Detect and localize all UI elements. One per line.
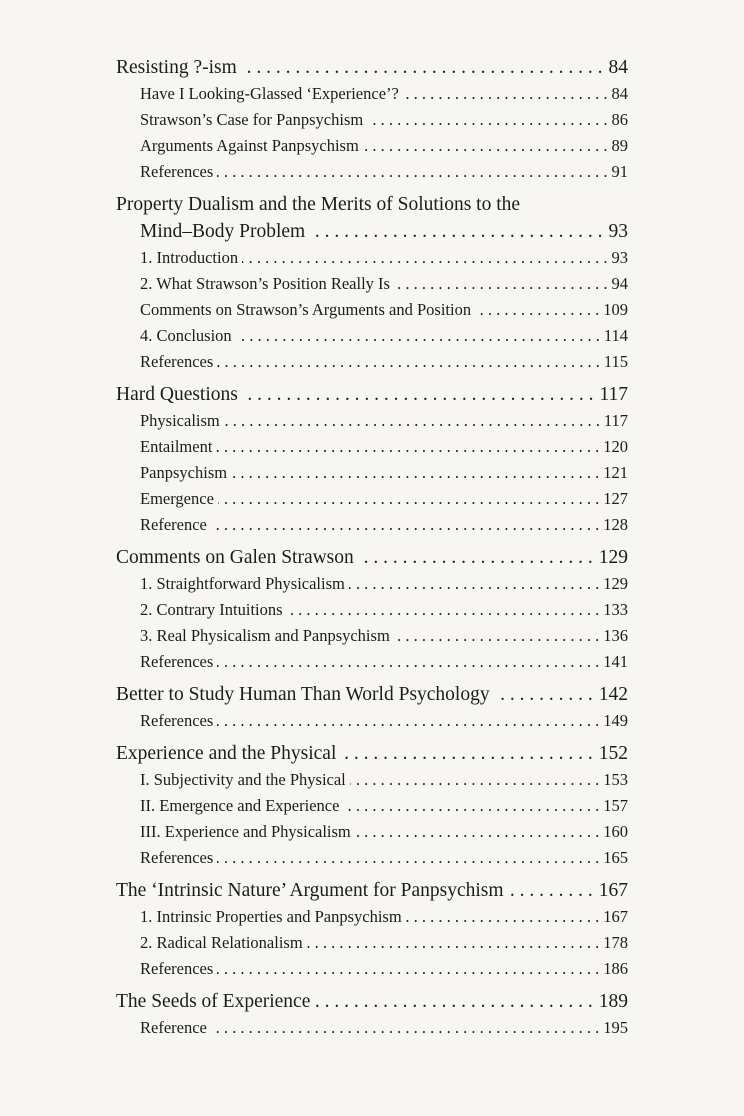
dot-leader	[218, 486, 599, 512]
toc-subentry[interactable]	[140, 245, 628, 271]
dot-leader	[309, 218, 602, 245]
toc-entry-page: 117	[599, 384, 628, 405]
toc-subentry[interactable]	[140, 271, 628, 297]
toc-subentry-page: 84	[611, 84, 628, 103]
toc-subentry-title: II. Emergence and Experience	[140, 796, 340, 815]
dot-leader	[340, 740, 592, 767]
toc-entry-title: Experience and the Physical	[116, 743, 337, 764]
toc-subentry-page: 195	[603, 1018, 628, 1037]
toc-subentry-title: 1. Introduction	[140, 248, 239, 267]
dot-leader	[508, 877, 593, 904]
dot-leader	[217, 845, 599, 871]
toc-subentry[interactable]	[140, 819, 628, 845]
toc-subentry[interactable]	[140, 904, 628, 930]
toc-subentry-page: 117	[603, 411, 628, 430]
toc-subentry-page: 121	[603, 463, 628, 482]
toc-entry[interactable]	[116, 681, 628, 708]
toc-subentry-page: 157	[603, 796, 628, 815]
toc-subentry-page: 133	[603, 600, 628, 619]
toc-subentry[interactable]	[140, 512, 628, 538]
dot-leader	[406, 904, 600, 930]
dot-leader	[211, 512, 599, 538]
toc-subentry-page: 160	[603, 822, 628, 841]
toc-entry[interactable]	[116, 544, 628, 571]
toc-entry-page: 167	[598, 880, 628, 901]
toc-subentry[interactable]	[140, 434, 628, 460]
toc-entry[interactable]	[116, 381, 628, 408]
toc-subentry[interactable]	[140, 597, 628, 623]
dot-leader	[394, 623, 599, 649]
toc-subentry-title: Reference	[140, 1018, 207, 1037]
dot-leader	[211, 1015, 599, 1041]
toc-subentry-title: Panpsychism	[140, 463, 228, 482]
toc-subentry-page: 141	[603, 652, 628, 671]
toc-subentry[interactable]	[140, 649, 628, 675]
toc-subentry-title: 2. Contrary Intuitions	[140, 600, 283, 619]
toc-subentry-title: Physicalism	[140, 411, 220, 430]
toc-entry-title: The Seeds of Experience	[116, 991, 311, 1012]
toc-subentry[interactable]	[140, 460, 628, 486]
toc-subentry-title: Entailment	[140, 437, 213, 456]
dot-leader	[355, 819, 599, 845]
toc-subentry[interactable]	[140, 486, 628, 512]
toc-subentry[interactable]	[140, 1015, 628, 1041]
toc-subentry-title: 3. Real Physicalism and Panpsychism	[140, 626, 390, 645]
toc-subentry[interactable]	[140, 930, 628, 956]
toc-subentry-page: 120	[603, 437, 628, 456]
dot-leader	[217, 649, 599, 675]
toc-subentry-page: 109	[603, 300, 628, 319]
toc-subentry[interactable]	[140, 349, 628, 375]
toc-subentry-page: 153	[603, 770, 628, 789]
dot-leader	[475, 297, 599, 323]
toc-subentry-title: 1. Straightforward Physicalism	[140, 574, 345, 593]
toc-subentry-page: 128	[603, 515, 628, 534]
toc-subentry[interactable]	[140, 81, 628, 107]
toc-entry-page: 84	[608, 57, 628, 78]
toc-subentry-page: 149	[603, 711, 628, 730]
toc-subentry-title: 1. Intrinsic Properties and Panpsychism	[140, 907, 402, 926]
toc-entry-page: 129	[598, 547, 628, 568]
dot-leader	[216, 434, 599, 460]
dot-leader	[236, 323, 600, 349]
toc-entry[interactable]	[116, 988, 628, 1015]
toc-subentry-page: 167	[603, 907, 628, 926]
dot-leader	[224, 408, 600, 434]
toc-subentry-page: 136	[603, 626, 628, 645]
toc-entry[interactable]	[116, 740, 628, 767]
dot-leader	[350, 767, 599, 793]
dot-leader	[242, 245, 607, 271]
toc-entry-title-line1: Property Dualism and the Merits of Solutions to the	[116, 194, 521, 215]
dot-leader	[394, 271, 608, 297]
toc-entry-first-line[interactable]	[116, 191, 628, 218]
toc-entry-title: Hard Questions	[116, 384, 238, 405]
toc-subentry-page: 94	[611, 274, 628, 293]
toc-subentry-page: 91	[611, 162, 628, 181]
dot-leader	[241, 54, 603, 81]
toc-entry[interactable]	[140, 218, 628, 245]
toc-subentry-title: References	[140, 959, 214, 978]
toc-subentry-title: References	[140, 352, 214, 371]
toc-entry-title: Mind–Body Problem	[140, 221, 306, 242]
toc-subentry-title: Arguments Against Panpsychism	[140, 136, 359, 155]
toc-entry-title: The ‘Intrinsic Nature’ Argument for Panpsychism	[116, 880, 504, 901]
toc-subentry-page: 114	[603, 326, 628, 345]
toc-subentry[interactable]	[140, 623, 628, 649]
dot-leader	[217, 159, 607, 185]
toc-subentry-page: 86	[611, 110, 628, 129]
toc-subentry-page: 165	[603, 848, 628, 867]
dot-leader	[217, 956, 599, 982]
toc-subentry[interactable]	[140, 408, 628, 434]
toc-subentry[interactable]	[140, 956, 628, 982]
toc-subentry-title: References	[140, 711, 214, 730]
dot-leader	[314, 988, 592, 1015]
toc-entry-title: Better to Study Human Than World Psychology	[116, 684, 490, 705]
toc-subentry[interactable]	[140, 297, 628, 323]
toc-entry[interactable]	[116, 54, 628, 81]
toc-entry-title: Comments on Galen Strawson	[116, 547, 354, 568]
toc-subentry[interactable]	[140, 708, 628, 734]
toc-entry-title: Resisting ?-ism	[116, 57, 237, 78]
dot-leader	[217, 349, 600, 375]
toc-subentry-title: 2. What Strawson’s Position Really Is	[140, 274, 390, 293]
dot-leader	[367, 107, 607, 133]
toc-subentry[interactable]	[140, 571, 628, 597]
toc-subentry-title: Have I Looking-Glassed ‘Experience’?	[140, 84, 399, 103]
toc-entry[interactable]	[116, 877, 628, 904]
dot-leader	[403, 81, 608, 107]
dot-leader	[242, 381, 594, 408]
dot-leader	[217, 708, 599, 734]
toc-subentry-title: I. Subjectivity and the Physical	[140, 770, 346, 789]
toc-subentry[interactable]	[140, 159, 628, 185]
toc-entry-page: 152	[598, 743, 628, 764]
toc-subentry-page: 186	[603, 959, 628, 978]
toc-subentry-title: Strawson’s Case for Panpsychism	[140, 110, 364, 129]
toc-subentry-title: 2. Radical Relationalism	[140, 933, 303, 952]
toc-subentry-page: 127	[603, 489, 628, 508]
toc-entry-page: 189	[598, 991, 628, 1012]
toc-subentry-page: 129	[603, 574, 628, 593]
toc-subentry-page: 115	[603, 352, 628, 371]
dot-leader	[231, 460, 599, 486]
dot-leader	[287, 597, 600, 623]
toc-subentry-title: References	[140, 848, 214, 867]
toc-subentry[interactable]	[140, 793, 628, 819]
toc-subentry[interactable]	[140, 323, 628, 349]
toc-entry-page: 142	[598, 684, 628, 705]
toc-subentry-title: Emergence	[140, 489, 214, 508]
toc-subentry-title: III. Experience and Physicalism	[140, 822, 351, 841]
dot-leader	[307, 930, 600, 956]
toc-subentry[interactable]	[140, 107, 628, 133]
toc-subentry-page: 93	[611, 248, 628, 267]
dot-leader	[358, 544, 593, 571]
toc-subentry-title: Reference	[140, 515, 207, 534]
toc-subentry-title: 4. Conclusion	[140, 326, 232, 345]
dot-leader	[343, 793, 599, 819]
dot-leader	[363, 133, 608, 159]
table-of-contents	[116, 54, 628, 1041]
toc-subentry-title: References	[140, 652, 214, 671]
toc-entry-page: 93	[608, 221, 628, 242]
dot-leader	[349, 571, 599, 597]
dot-leader	[494, 681, 593, 708]
toc-subentry-title: Comments on Strawson’s Arguments and Position	[140, 300, 472, 319]
toc-subentry-page: 89	[611, 136, 628, 155]
toc-subentry[interactable]	[140, 133, 628, 159]
toc-subentry-page: 178	[603, 933, 628, 952]
toc-subentry-title: References	[140, 162, 214, 181]
toc-subentry[interactable]	[140, 767, 628, 793]
toc-subentry[interactable]	[140, 845, 628, 871]
